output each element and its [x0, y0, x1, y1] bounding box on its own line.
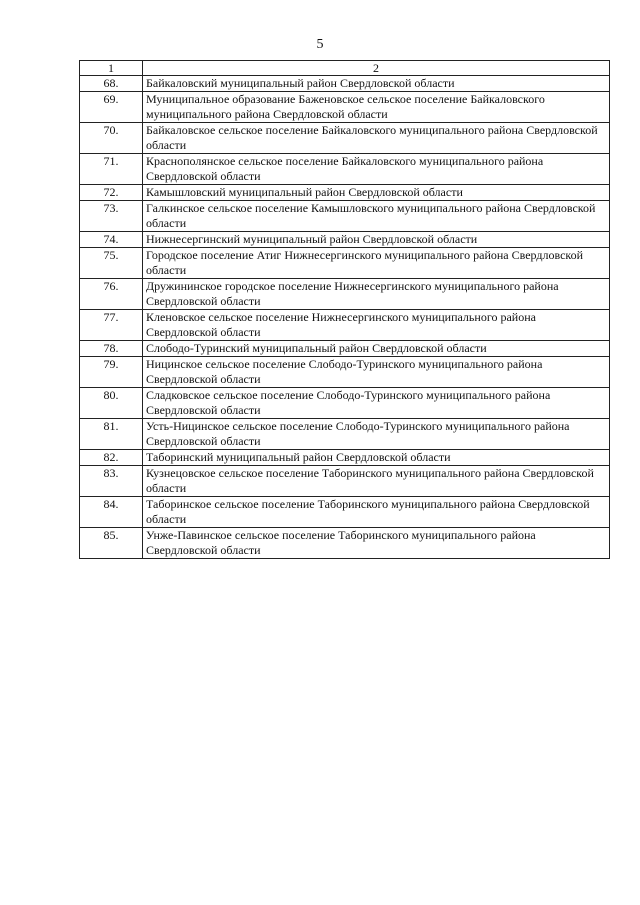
municipality-name: Усть-Ницинское сельское поселение Слободо-Туринского муниципального района Свердловской области: [143, 419, 610, 450]
municipality-name: Таборинское сельское поселение Таборинского муниципального района Свердловской области: [143, 497, 610, 528]
page-number: 5: [316, 37, 324, 52]
table-row: [80, 232, 610, 248]
row-number: 82.: [80, 450, 143, 466]
municipality-name: Байкаловское сельское поселение Байкаловского муниципального района Свердловской области: [143, 123, 610, 154]
table-row: [80, 76, 610, 92]
table-row: [80, 248, 610, 279]
municipality-name: Городское поселение Атиг Нижнесергинского муниципального района Свердловской области: [143, 248, 610, 279]
row-number: 71.: [80, 154, 143, 185]
municipalities-table: [79, 60, 610, 559]
table-row: [80, 123, 610, 154]
row-number: 68.: [80, 76, 143, 92]
column-header-number: 1: [80, 61, 143, 76]
table-row: [80, 466, 610, 497]
table-row: [80, 201, 610, 232]
row-number: 72.: [80, 185, 143, 201]
row-number: 84.: [80, 497, 143, 528]
table-row: [80, 310, 610, 341]
row-number: 85.: [80, 528, 143, 559]
row-number: 80.: [80, 388, 143, 419]
table-row: [80, 528, 610, 559]
municipality-name: Слободо-Туринский муниципальный район Свердловской области: [143, 341, 610, 357]
municipality-name: Унже-Павинское сельское поселение Таборинского муниципального района Свердловской области: [143, 528, 610, 559]
municipality-name: Сладковское сельское поселение Слободо-Туринского муниципального района Свердловской области: [143, 388, 610, 419]
table-row: [80, 450, 610, 466]
municipality-name: Камышловский муниципальный район Свердловской области: [143, 185, 610, 201]
table-row: [80, 185, 610, 201]
row-number: 69.: [80, 92, 143, 123]
table-body: [80, 61, 610, 559]
row-number: 70.: [80, 123, 143, 154]
row-number: 77.: [80, 310, 143, 341]
table-row: [80, 388, 610, 419]
table-row: [80, 497, 610, 528]
table-row: [80, 154, 610, 185]
table-row: [80, 279, 610, 310]
table-header-row: [80, 61, 610, 76]
row-number: 83.: [80, 466, 143, 497]
municipality-name: Кленовское сельское поселение Нижнесергинского муниципального района Свердловской области: [143, 310, 610, 341]
municipality-name: Муниципальное образование Баженовское сельское поселение Байкаловского муниципального района Свердловской области: [143, 92, 610, 123]
table-row: [80, 341, 610, 357]
row-number: 75.: [80, 248, 143, 279]
municipality-name: Таборинский муниципальный район Свердловской области: [143, 450, 610, 466]
row-number: 76.: [80, 279, 143, 310]
row-number: 74.: [80, 232, 143, 248]
municipality-name: Ницинское сельское поселение Слободо-Туринского муниципального района Свердловской области: [143, 357, 610, 388]
table-row: [80, 419, 610, 450]
municipality-name: Нижнесергинский муниципальный район Свердловской области: [143, 232, 610, 248]
municipality-name: Галкинское сельское поселение Камышловского муниципального района Свердловской области: [143, 201, 610, 232]
row-number: 78.: [80, 341, 143, 357]
municipality-name: Краснополянское сельское поселение Байкаловского муниципального района Свердловской области: [143, 154, 610, 185]
table-row: [80, 357, 610, 388]
row-number: 73.: [80, 201, 143, 232]
row-number: 81.: [80, 419, 143, 450]
column-header-name: 2: [143, 61, 610, 76]
municipality-name: Дружининское городское поселение Нижнесергинского муниципального района Свердловской области: [143, 279, 610, 310]
row-number: 79.: [80, 357, 143, 388]
municipality-name: Кузнецовское сельское поселение Таборинского муниципального района Свердловской области: [143, 466, 610, 497]
municipality-name: Байкаловский муниципальный район Свердловской области: [143, 76, 610, 92]
table-row: [80, 92, 610, 123]
